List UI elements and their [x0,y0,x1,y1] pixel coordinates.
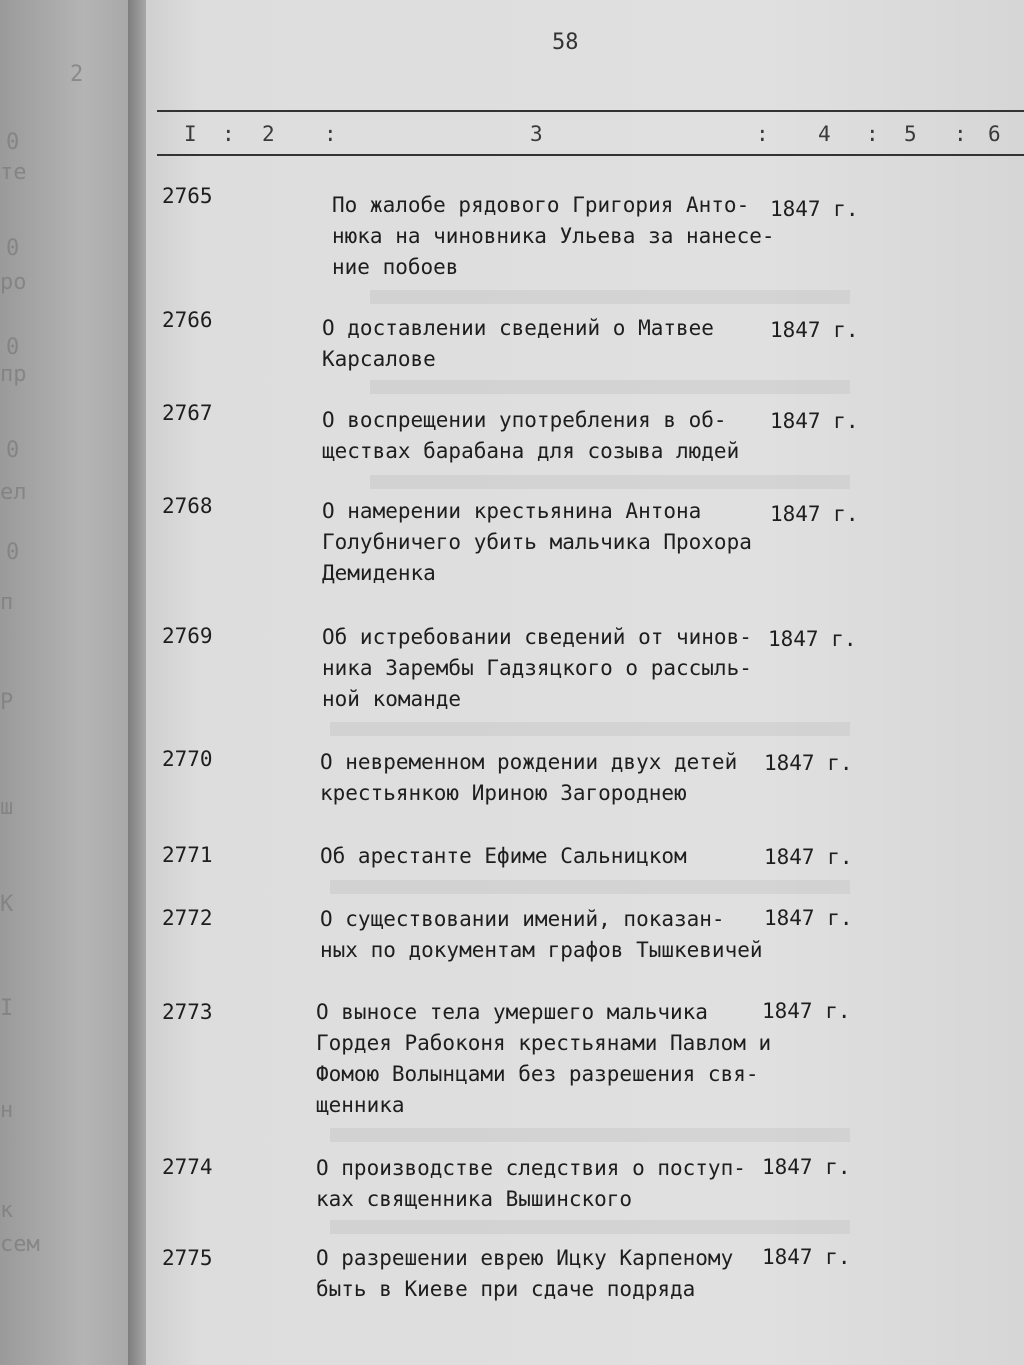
left-margin-fragment: сем [0,1232,40,1257]
left-margin-fragment: 0 [6,335,20,360]
left-margin-fragment: н [0,1098,14,1123]
left-margin-fragment: К [0,892,14,917]
bleed-through-mark [370,380,850,394]
entry-number: 2774 [162,1155,213,1179]
entry-year: 1847 г. [762,999,851,1023]
entry-year: 1847 г. [768,627,857,651]
entry-number: 2766 [162,308,213,332]
left-margin-fragment: ро [0,270,27,295]
entry-description: О выносе тела умершего мальчика Гордея Рабоконя крестьянами Павлом и Фомою Волынцами без разрешения свя- щенника [316,1000,772,1117]
left-margin-fragment: 0 [6,236,20,261]
entry-description: Об арестанте Ефиме Сальницком [320,844,687,868]
header-col-4: 4 [818,122,831,146]
left-margin-fragment: к [0,1198,14,1223]
left-margin-fragment: Р [0,690,14,715]
entry-year: 1847 г. [770,318,859,342]
left-margin-fragment: пр [0,362,27,387]
left-margin-fragment: I [0,996,14,1021]
header-rule-bottom [157,154,1024,156]
left-margin-fragment: те [0,160,27,185]
entry-number: 2769 [162,624,213,648]
entry-year: 1847 г. [764,906,853,930]
left-margin-fragment: ш [0,795,14,820]
entry-number: 2772 [162,906,213,930]
entry-year: 1847 г. [764,751,853,775]
header-separator: : [954,122,967,146]
header-separator: : [324,122,337,146]
left-margin-fragment: 2 [70,62,84,87]
bleed-through-mark [370,475,850,489]
bleed-through-mark [330,722,850,736]
header-col-2: 2 [262,122,275,146]
facing-page-edge [0,0,140,1365]
entry-description: О доставлении сведений о Матвее Карсалове [322,316,714,371]
entry-number: 2775 [162,1246,213,1270]
entry-description: О невременном рождении двух детей крестьянкою Ириною Загороднею [320,750,738,805]
header-col-1: I [184,122,197,146]
bleed-through-mark [330,880,850,894]
entry-description: О существовании имений, показан- ных по документам графов Тышкевичей [320,907,763,962]
entry-year: 1847 г. [764,845,853,869]
entry-description: О производстве следствия о поступ- ках священника Вышинского [316,1156,746,1211]
left-margin-fragment: 0 [6,130,20,155]
bleed-through-mark [330,1220,850,1234]
entry-year: 1847 г. [770,197,859,221]
left-margin-fragment: ел [0,480,27,505]
header-col-3: 3 [530,122,543,146]
entry-number: 2773 [162,1000,213,1024]
header-col-6: 6 [988,122,1001,146]
entry-number: 2767 [162,401,213,425]
entry-description: Об истребовании сведений от чинов- ника Зарембы Гадзяцкого о рассыль- ной команде [322,625,752,711]
left-margin-fragment: 0 [6,438,20,463]
entry-number: 2765 [162,184,213,208]
entry-description: По жалобе рядового Григория Анто- нюка на чиновника Ульева за нанесе- ние побоев [332,193,775,279]
header-rule-top [157,110,1024,112]
entry-year: 1847 г. [762,1155,851,1179]
entry-year: 1847 г. [770,502,859,526]
left-margin-fragment: п [0,590,14,615]
bleed-through-mark [330,1128,850,1142]
entry-number: 2770 [162,747,213,771]
entry-description: О разрешении еврею Ицку Карпеному быть в Киеве при сдаче подряда [316,1246,734,1301]
entry-number: 2768 [162,494,213,518]
page-number: 58 [552,30,579,55]
entry-number: 2771 [162,843,213,867]
entry-year: 1847 г. [770,409,859,433]
header-separator: : [222,122,235,146]
entry-description: О воспрещении употребления в об- ществах барабана для созыва людей [322,408,740,463]
header-col-5: 5 [904,122,917,146]
header-separator: : [866,122,879,146]
bleed-through-mark [370,290,850,304]
entry-description: О намерении крестьянина Антона Голубничего убить мальчика Прохора Демиденка [322,499,752,585]
entry-year: 1847 г. [762,1245,851,1269]
left-margin-fragment: 0 [6,540,20,565]
header-separator: : [756,122,769,146]
